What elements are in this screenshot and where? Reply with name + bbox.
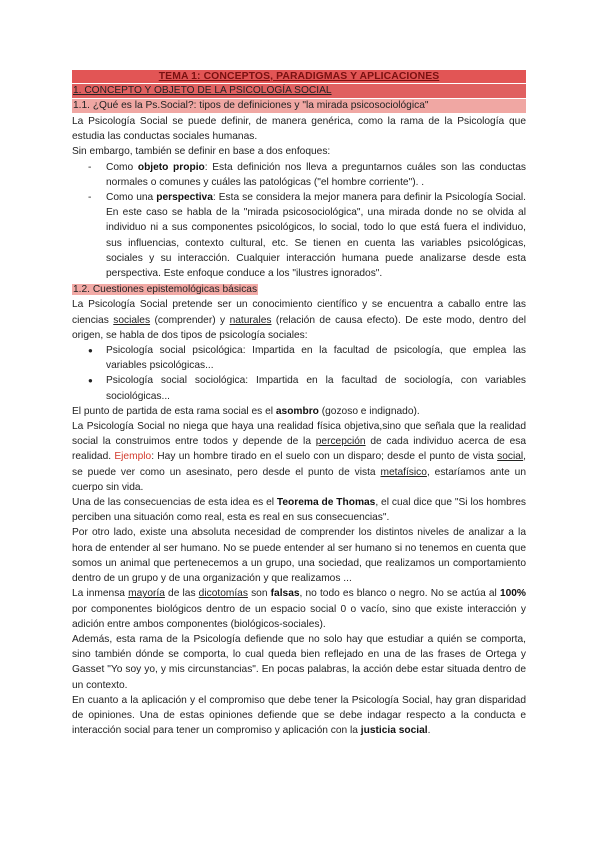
list-item: - Como objeto propio: Esta definición nos lleva a preguntarnos cuáles son las conductas normales o comunes y cuáles las patológicas ("el hombre corriente"). .: [72, 160, 526, 190]
paragraph: El punto de partida de esta rama social es el asombro (gozoso e indignado).: [72, 405, 420, 417]
paragraph: En cuanto a la aplicación y el compromiso que debe tener la Psicología Social, hay gran disparidad de opiniones. Una de estas opiniones defiende que se debe indagar respecto a la conducta e interacción social para tener un compromiso y aplicación con la justicia social.: [72, 694, 526, 737]
paragraph: La Psicología Social se puede definir, de manera genérica, como la rama de la Psicología que estudia las conductas sociales humanas.: [72, 116, 526, 143]
paragraph: Sin embargo, también se definir en base a dos enfoques:: [72, 146, 331, 158]
dash-list: [72, 160, 526, 282]
bullet-list: [72, 343, 526, 404]
heading-1-2-wrap: [72, 282, 526, 297]
heading-1-1: 1.1. ¿Qué es la Ps.Social?: tipos de definiciones y "la mirada psicosociológica": [72, 99, 526, 113]
paragraph: La inmensa mayoría de las dicotomías son falsas, no todo es blanco o negro. No se actúa al 100% por componentes biológicos dentro de un espacio social 0 o vacío, sino que existe interacción y adición entre ambos componentes (biológicos-sociales).: [72, 588, 526, 630]
list-item: - Como una perspectiva: Esta se considera la mejor manera para definir la Psicología Social. En este caso se habla de la "mirada psicosociológica", una mirada donde no se olvida al individuo ni a sus componentes psicológicos, lo social, todo lo que está fuera el individuo, sus influencias, contexto cultural, etc. Se tienen en cuenta las variables psicológicas, sociales y su interacción. Cualquier interacción humana puede analizarse desde esta perspectiva. Este enfoque conduce a los "ilustres ignorados".: [72, 190, 526, 281]
list-item: ● Psicología social sociológica: Impartida en la facultad de sociología, con variables sociológicas...: [72, 373, 526, 403]
paragraph: Por otro lado, existe una absoluta necesidad de comprender los distintos niveles de analizar a la hora de entender al ser humano. No se puede entender al ser humano si no tenemos en cuenta que somos un animal que pertenecemos a un grupo, una sociedad, que realizamos un comportamiento dentro de un grupo y de una organización y que realizamos ...: [72, 527, 526, 585]
paragraph: Además, esta rama de la Psicología defiende que no solo hay que estudiar a quién se comporta, sino también dónde se comporta, lo cual queda bien reflejado en una de las frases de Ortega y Gasset "Yo soy yo, y mis circunstancias". En pocas palabras, la acción debe estar situada dentro de un contexto.: [72, 633, 526, 691]
document-title: TEMA 1: CONCEPTOS, PARADIGMAS Y APLICACIONES: [72, 70, 526, 83]
paragraph: La Psicología Social no niega que haya una realidad física objetiva,sino que señala que la realidad social la construimos entre todos y depende de la percepción de cada individuo acerca de esa realidad. Ejemplo: Hay un hombre tirado en el suelo con un disparo; desde el punto de vista social, se puede ver como un asesinato, pero desde el punto de vista metafísico, estaríamos ante un cuerpo sin vida.: [72, 421, 526, 493]
list-item: ● Psicología social psicológica: Impartida en la facultad de psicología, que emplea las variables psicológicas...: [72, 343, 526, 373]
paragraph: Una de las consecuencias de esta idea es el Teorema de Thomas, el cual dice que "Si los hombres perciben una situación como real, esta es real en sus consecuencias".: [72, 497, 526, 524]
paragraph: La Psicología Social pretende ser un conocimiento científico y se encuentra a caballo entre las ciencias sociales (comprender) y naturales (relación de causa efecto). De este modo, dentro del origen, se habla de dos tipos de psicología sociales:: [72, 299, 526, 341]
heading-1-2: 1.2. Cuestiones epistemológicas básicas: [73, 284, 258, 296]
document-page: [72, 70, 526, 738]
heading-1: 1. CONCEPTO Y OBJETO DE LA PSICOLOGÍA SOCIAL: [72, 84, 526, 98]
example-label: Ejemplo: [114, 451, 152, 463]
